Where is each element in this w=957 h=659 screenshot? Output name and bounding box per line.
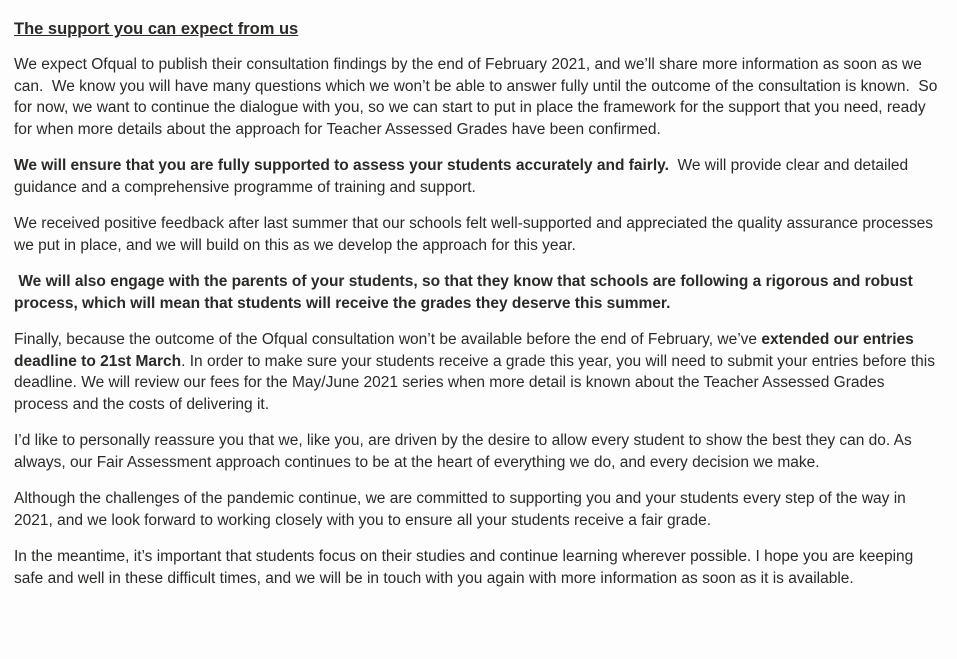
support-statement-rest: We will provide clear and detailed guidance and a comprehensive programme of training and support. [14, 157, 913, 196]
paragraph-positive-feedback: We received positive feedback after last summer that our schools felt well-supported and appreciated the quality assurance processes we put in place, and we will build on this as we develop the approach for this year. [14, 215, 938, 254]
paragraph-meantime-closing: In the meantime, it’s important that students focus on their studies and continue learning wherever possible. I hope you are keeping safe and well in these difficult times, and we will be in touch with you again with more information as soon as it is available. [14, 548, 918, 587]
bold-deadline-statement: extended our entries deadline to 21st March [14, 331, 919, 370]
document-heading: The support you can expect from us [14, 20, 299, 38]
bold-support-statement: We will ensure that you are fully supported to assess your students accurately and fairly. [14, 157, 669, 174]
paragraph-support-commitment [14, 155, 941, 198]
paragraph-entries-deadline [14, 329, 941, 415]
deadline-text-pre: Finally, because the outcome of the Ofqual consultation won’t be available before the end of February, we’ve [14, 331, 762, 348]
paragraph-ofqual-findings: We expect Ofqual to publish their consultation findings by the end of February 2021, and we’ll share more information as soon as we can. We know you will have many questions which we won’t be able to answer fully until the outcome of the consultation is known. So for now, we want to continue the dialogue with you, so we can start to put in place the framework for the support that you need, ready for when more details about the approach for Teacher Assessed Grades have been confirmed. [14, 56, 942, 138]
deadline-text-post: . In order to make sure your students receive a grade this year, you will need to submit your entries before this deadline. We will review our fees for the May/June 2021 series when more detail is known about the Teacher Assessed Grades process and the costs of delivering it. [14, 352, 940, 413]
paragraph-personal-reassurance: I’d like to personally reassure you that we, like you, are driven by the desire to allow every student to show the best they can do. As always, our Fair Assessment approach continues to be at the heart of everything we do, and every decision we make. [14, 432, 917, 471]
paragraph-engage-parents: We will also engage with the parents of your students, so that they know that schools are following a rigorous and robust process, which will mean that students will receive the grades they deserve this summer. [14, 273, 918, 312]
paragraph-pandemic-commitment: Although the challenges of the pandemic continue, we are committed to supporting you and your students every step of the way in 2021, and we look forward to working closely with you to ensure all your students receive a fair grade. [14, 490, 911, 529]
